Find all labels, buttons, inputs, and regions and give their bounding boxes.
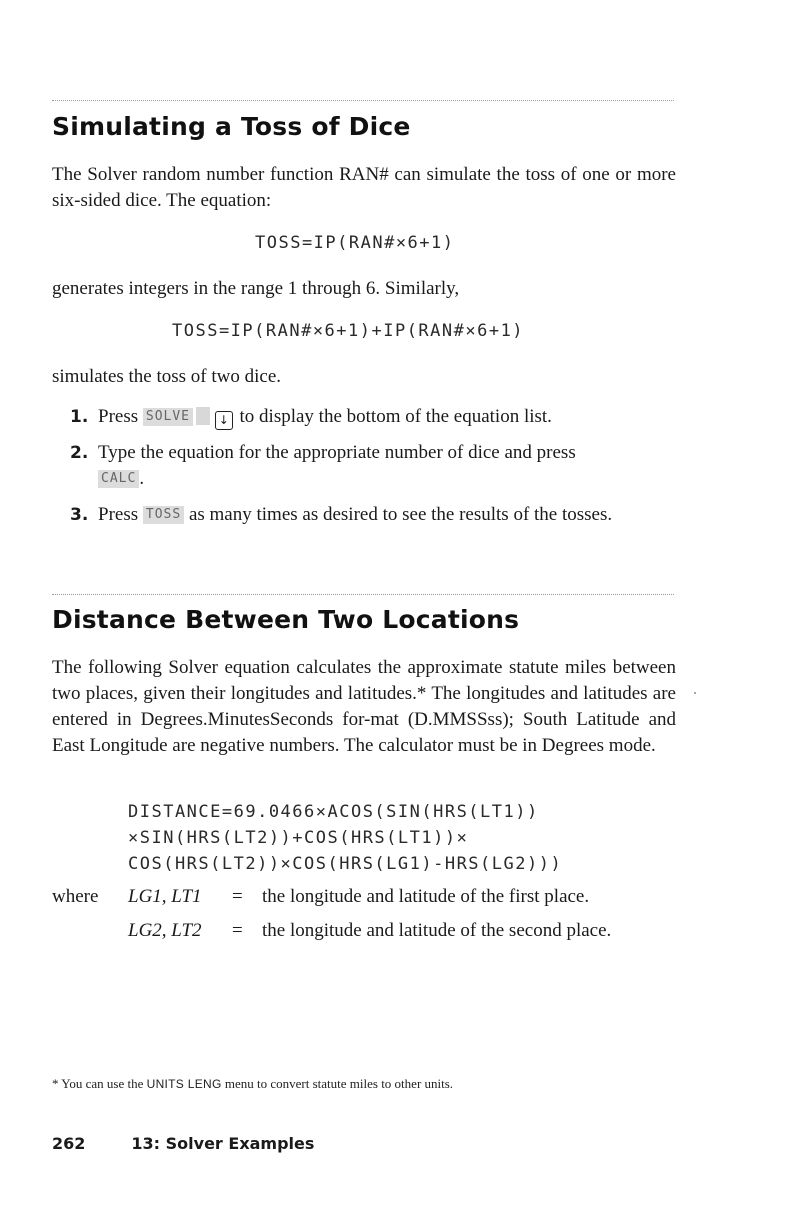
step-3	[52, 502, 676, 528]
step-1	[52, 404, 676, 430]
dice-after-paragraph: simulates the toss of two dice.	[52, 366, 282, 387]
footnote-menu-name: UNITS LENG	[146, 1077, 222, 1091]
step-text: as many times as desired to see the results of the tosses.	[188, 504, 613, 525]
dice-steps-list	[52, 404, 676, 528]
def-desc-second: the longitude and latitude of the second place.	[262, 920, 612, 941]
distance-equation-line-1: DISTANCE=69.0466×ACOS(SIN(HRS(LT1))	[128, 802, 539, 822]
shift-key-shade	[196, 407, 210, 425]
section-rule-1	[52, 100, 674, 101]
def-desc-first: the longitude and latitude of the first place.	[262, 886, 590, 907]
margin-mark	[694, 692, 696, 694]
distance-intro-paragraph: The following Solver equation calculates the approximate statute miles between two places, given their longitudes and latitudes.* The longitudes and latitudes are entered in Degrees.MinutesSeconds for-mat (D.MMSSss); South Latitude and East Longitude are negative numbers. The calculator must be in Degrees mode.	[52, 657, 676, 756]
step-text: Press	[98, 504, 139, 525]
solve-softkey[interactable]: SOLVE	[143, 408, 193, 426]
page-footer	[52, 1134, 314, 1153]
footnote	[52, 1076, 453, 1092]
step-number: 1.	[70, 407, 89, 427]
dice-mid-paragraph: generates integers in the range 1 through 6. Similarly,	[52, 278, 460, 299]
step-number: 3.	[70, 505, 89, 525]
section-title-dice: Simulating a Toss of Dice	[52, 112, 411, 141]
section-title-distance: Distance Between Two Locations	[52, 605, 520, 634]
down-arrow-key-icon[interactable]: ↓	[215, 411, 233, 430]
toss-softkey[interactable]: TOSS	[143, 506, 184, 524]
def-vars-second: LG2, LT2	[128, 920, 202, 941]
step-text: to display the bottom of the equation list.	[239, 406, 552, 427]
distance-equation-line-2: ×SIN(HRS(LT2))+COS(HRS(LT1))×	[128, 828, 469, 848]
section-rule-2	[52, 594, 674, 595]
where-label: where	[52, 886, 99, 907]
step-text: .	[139, 468, 145, 489]
footnote-suffix: menu to convert statute miles to other units.	[224, 1076, 454, 1091]
step-number: 2.	[70, 443, 89, 463]
dice-equation-one: TOSS=IP(RAN#×6+1)	[255, 233, 455, 253]
step-text: Press	[98, 406, 139, 427]
dice-intro-paragraph: The Solver random number function RAN# can simulate the toss of one or more six-sided dice. The equation:	[52, 164, 676, 211]
page-number: 262	[52, 1134, 86, 1153]
footnote-prefix: * You can use the	[52, 1076, 144, 1091]
dice-equation-two: TOSS=IP(RAN#×6+1)+IP(RAN#×6+1)	[172, 321, 525, 341]
calc-softkey[interactable]: CALC	[98, 470, 139, 488]
chapter-title: 13: Solver Examples	[131, 1134, 315, 1153]
distance-equation-line-3: COS(HRS(LT2))×COS(HRS(LG1)-HRS(LG2)))	[128, 854, 563, 874]
def-vars-first: LG1, LT1	[128, 886, 202, 907]
def-equals-second: =	[232, 920, 243, 941]
def-equals-first: =	[232, 886, 243, 907]
step-text: Type the equation for the appropriate number of dice and press	[98, 442, 576, 463]
step-2	[52, 440, 676, 492]
